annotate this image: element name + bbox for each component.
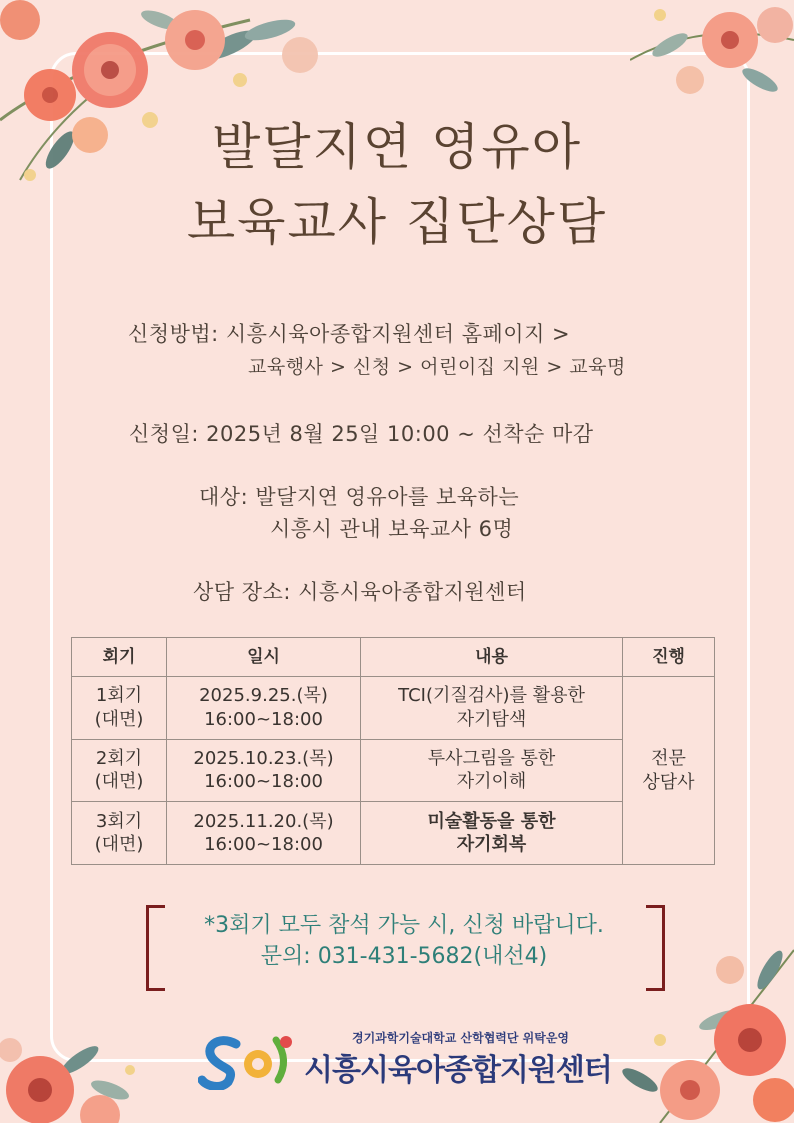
table-row — [72, 677, 715, 740]
content-line-1: TCI(기질검사)를 활용한 — [398, 685, 585, 707]
table-header-row — [72, 638, 715, 677]
session-mode: (대면) — [94, 708, 144, 730]
host-line-1: 전문 — [651, 748, 686, 770]
session-mode: (대면) — [94, 834, 144, 856]
contact-line: 문의: 031-431-5682(내선4) — [260, 943, 548, 969]
session-date: 2025.11.20.(목) — [193, 810, 334, 832]
flower-decoration-bottom-left — [0, 1020, 150, 1123]
session-cell — [72, 739, 167, 802]
datetime-cell — [167, 802, 361, 865]
flower-decoration-top-right — [630, 0, 794, 110]
datetime-cell — [167, 677, 361, 740]
session-date: 2025.10.23.(목) — [193, 748, 334, 770]
content-cell — [361, 802, 623, 865]
title-line-1: 발달지연 영유아 — [212, 118, 582, 176]
session-time: 16:00~18:00 — [204, 771, 323, 793]
content-line-1: 미술활동을 통한 — [427, 810, 556, 832]
center-name: 시흥시육아종합지원센터 — [304, 1053, 612, 1088]
header-host: 진행 — [623, 638, 715, 677]
session-label: 1회기 — [95, 685, 143, 707]
session-time: 16:00~18:00 — [204, 834, 323, 856]
session-label: 3회기 — [95, 810, 143, 832]
session-label: 2회기 — [95, 748, 143, 770]
session-mode: (대면) — [94, 771, 144, 793]
center-logo-icon — [198, 1030, 298, 1090]
content-line-1: 투사그림을 통한 — [427, 748, 556, 770]
host-line-2: 상담사 — [642, 771, 695, 793]
session-cell — [72, 802, 167, 865]
notice-box — [146, 905, 662, 985]
apply-method-line-1: 신청방법: 시흥시육아종합지원센터 홈페이지 > — [128, 322, 571, 346]
table-row — [72, 802, 715, 865]
session-time: 16:00~18:00 — [204, 708, 323, 730]
datetime-cell — [167, 739, 361, 802]
apply-date: 신청일: 2025년 8월 25일 10:00 ~ 선착순 마감 — [129, 422, 594, 446]
schedule-table — [71, 637, 715, 865]
host-cell — [623, 677, 715, 865]
content-cell — [361, 739, 623, 802]
content-line-2: 자기회복 — [456, 834, 527, 856]
session-date: 2025.9.25.(목) — [199, 685, 328, 707]
header-content: 내용 — [361, 638, 623, 677]
target-line-2: 시흥시 관내 보육교사 6명 — [270, 517, 514, 541]
session-cell — [72, 677, 167, 740]
content-cell — [361, 677, 623, 740]
apply-method-line-2: 교육행사 > 신청 > 어린이집 지원 > 교육명 — [248, 356, 626, 378]
content-line-2: 자기이해 — [456, 771, 527, 793]
content-line-2: 자기탐색 — [456, 708, 527, 730]
header-datetime: 일시 — [167, 638, 361, 677]
table-row — [72, 739, 715, 802]
notice-line-1: *3회기 모두 참석 가능 시, 신청 바랍니다. — [204, 913, 604, 938]
title-line-2: 보육교사 집단상담 — [186, 193, 608, 251]
operator-text: 경기과학기술대학교 산학협력단 위탁운영 — [352, 1031, 570, 1045]
header-session: 회기 — [72, 638, 167, 677]
counseling-place: 상담 장소: 시흥시육아종합지원센터 — [193, 580, 527, 604]
target-line-1: 대상: 발달지연 영유아를 보육하는 — [199, 485, 520, 509]
